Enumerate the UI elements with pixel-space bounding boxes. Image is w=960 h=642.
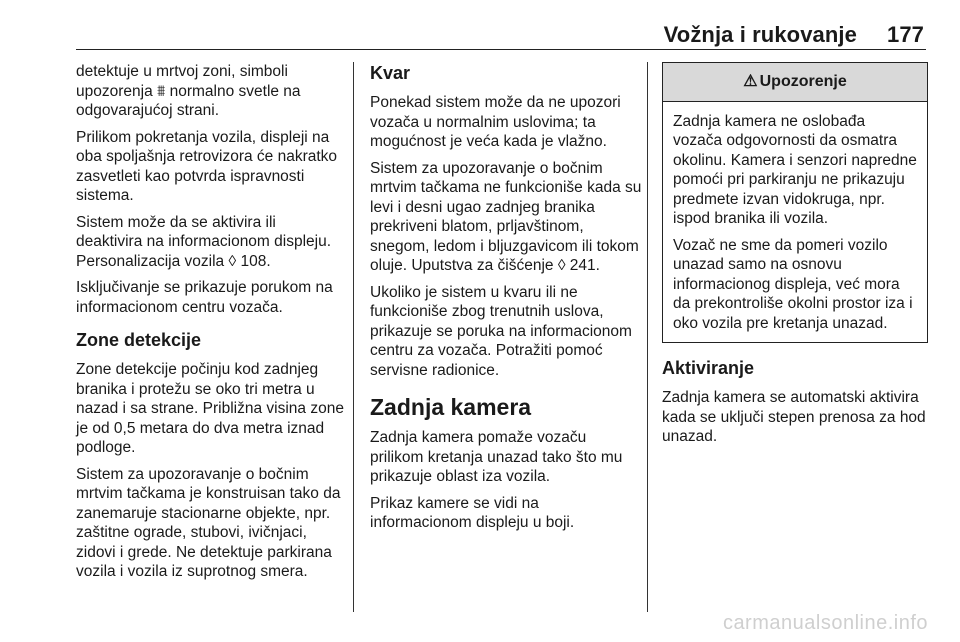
warning-title-bar [663,63,927,102]
paragraph: Ponekad sistem može da ne upozori vozača u normalnim uslovima; ta mogućnost je veća kada je vlažno. [370,94,621,150]
column-divider-1 [353,62,354,612]
paragraph: Prilikom pokretanja vozila, displeji na oba spoljašnja retrovizora će nakratko zasvetleti kao potvrda ispravnosti sistema. [76,128,338,204]
paragraph: Zadnja kamera ne oslobađa vozača odgovornosti da osmatra okolinu. Kamera i senzori napredne pomoći pri parkiranju ne prikazuju predmete izvan vidokruga, npr. ispod branika ili vozila. [673,112,917,227]
section-heading-zadnja-kamera: Zadnja kamera [370,394,532,420]
paragraph: Zadnja kamera se automatski aktivira kada se uključi stepen prenosa za hod unazad. [662,389,926,445]
column-3 [662,62,928,454]
watermark: carmanualsonline.info [722,612,928,634]
chapter-title: Vožnja i rukovanje [663,22,857,47]
paragraph: detektuje u mrtvoj zoni, simboli upozorenja ⩩ normalno svetle na odgovarajućoj strani. [76,63,301,119]
warning-box [662,62,928,343]
paragraph: Isključivanje se prikazuje porukom na informacionom centru vozača. [76,279,333,316]
section-heading-zone-detekcije: Zone detekcije [76,330,202,350]
warning-triangle-icon: ⚠ [743,73,758,90]
section-heading-aktiviranje: Aktiviranje [662,358,755,378]
paragraph: Sistem za upozoravanje o bočnim mrtvim tačkama ne funkcioniše kada su levi i desni ugao zadnjeg branika prekriveni blatom, prljavštinom, snegom, ledom i bljuzgavicom ili tokom oluje. Uputstva za čišćenje ◊ 241. [370,159,642,274]
paragraph: Ukoliko je sistem u kvaru ili ne funkcioniše zbog trenutnih uslova, prikazuje se poruka na informacionom centru za vozača. Potražiti pomoć servisne radionice. [370,283,632,379]
warning-title: Upozorenje [759,73,847,90]
paragraph: Vozač ne sme da pomeri vozilo unazad samo na osnovu informacionog displeja, već mora da prekontroliše okolni prostor iza i oko vozila pre kretanja unazad. [673,236,913,332]
column-1 [76,62,346,589]
column-divider-2 [647,62,648,612]
paragraph: Zone detekcije počinju kod zadnjeg branika i protežu se oko tri metra u nazad i sa strane. Približna visina zone je od 0,5 metara do dva metra iznad podloge. [76,361,344,456]
column-2 [370,62,642,540]
paragraph: Zadnja kamera pomaže vozaču prilikom kretanja unazad tako što mu prikazuje oblast iza vozila. [370,429,623,485]
page-number: 177 [886,22,924,47]
warning-body [663,102,927,343]
section-heading-kvar: Kvar [370,63,411,83]
paragraph: Sistem za upozoravanje o bočnim mrtvim tačkama je konstruisan tako da zanemaruje stacionarne objekte, npr. zaštitne ograde, stubovi, ivičnjaci, zidovi i grede. Ne detektuje parkirana vozila i vozila iz suprotnog smera. [76,465,341,580]
page-header [664,22,924,48]
paragraph: Sistem može da se aktivira ili deaktivira na informacionom displeju. Personalizacija vozila ◊ 108. [76,213,332,270]
paragraph: Prikaz kamere se vidi na informacionom displeju u boji. [370,494,575,531]
header-rule [76,49,926,50]
